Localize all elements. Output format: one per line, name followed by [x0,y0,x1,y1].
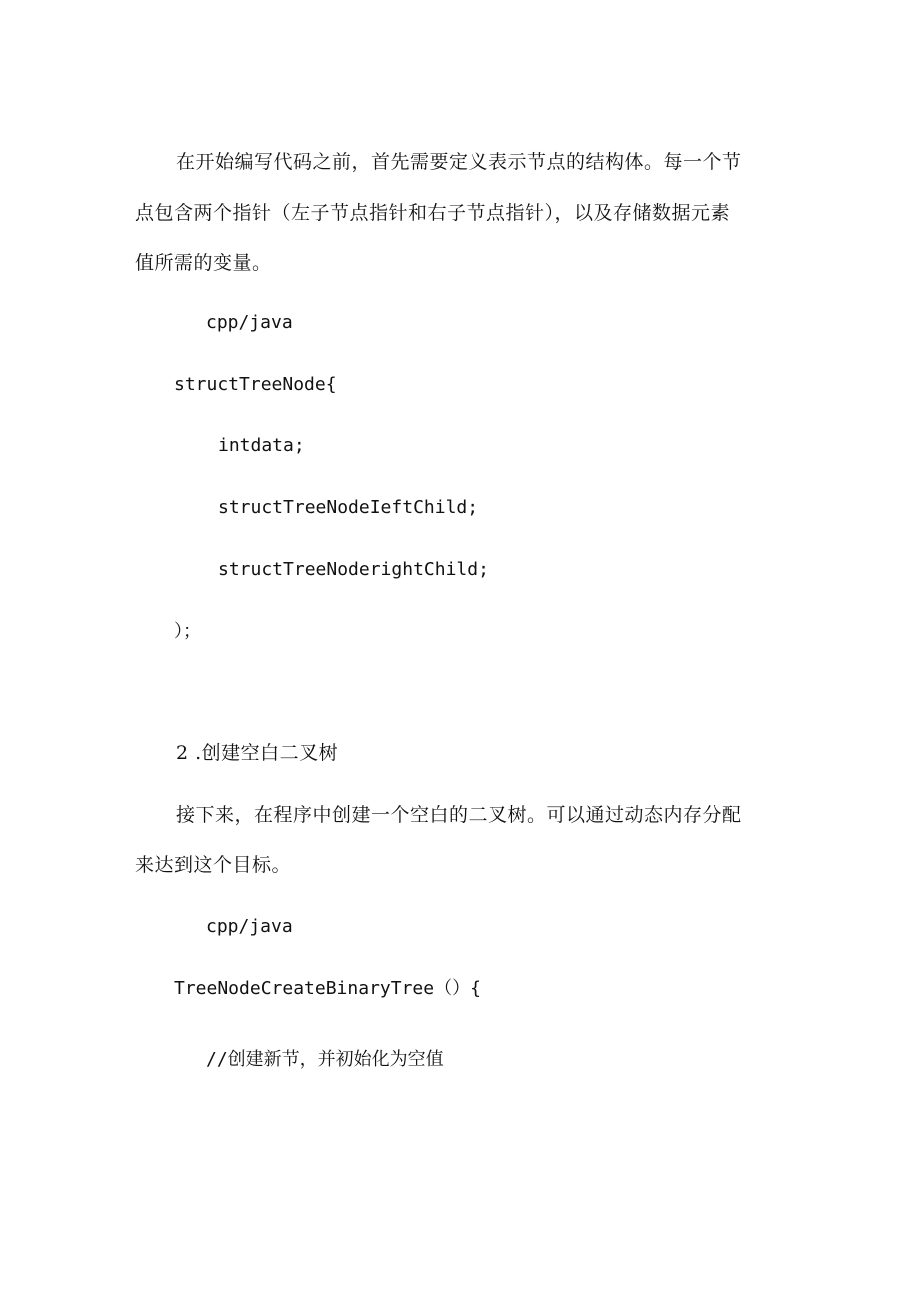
code-block-2-lang: cpp/java [206,916,293,937]
paragraph-1-line-1: 在开始编写代码之前，首先需要定义表示节点的结构体。每一个节 [176,151,742,173]
code-block-2-line-2: //创建新节，并初始化为空值 [206,1049,444,1070]
code-block-1-line-4: structTreeNoderightChild; [218,559,489,580]
section-2-heading: 2 .创建空白二叉树 [176,742,339,764]
code-block-1-line-3: structTreeNodeIeftChild; [218,497,479,518]
code-block-1-line-5: ）； [174,621,201,642]
paragraph-2-line-2: 来达到这个目标。 [135,854,292,876]
paragraph-1-line-2: 点包含两个指针（左子节点指针和右子节点指针），以及存储数据元素 [135,202,731,224]
code-block-1-line-1: structTreeNode{ [174,374,337,395]
code-block-1-lang: cpp/java [206,312,293,333]
code-block-1-line-2: intdata; [218,435,305,456]
paragraph-2-line-1: 接下来，在程序中创建一个空白的二叉树。可以通过动态内存分配 [176,804,742,826]
code-block-2-line-1: TreeNodeCreateBinaryTree（）{ [174,978,481,999]
paragraph-1-line-3: 值所需的变量。 [135,252,272,274]
